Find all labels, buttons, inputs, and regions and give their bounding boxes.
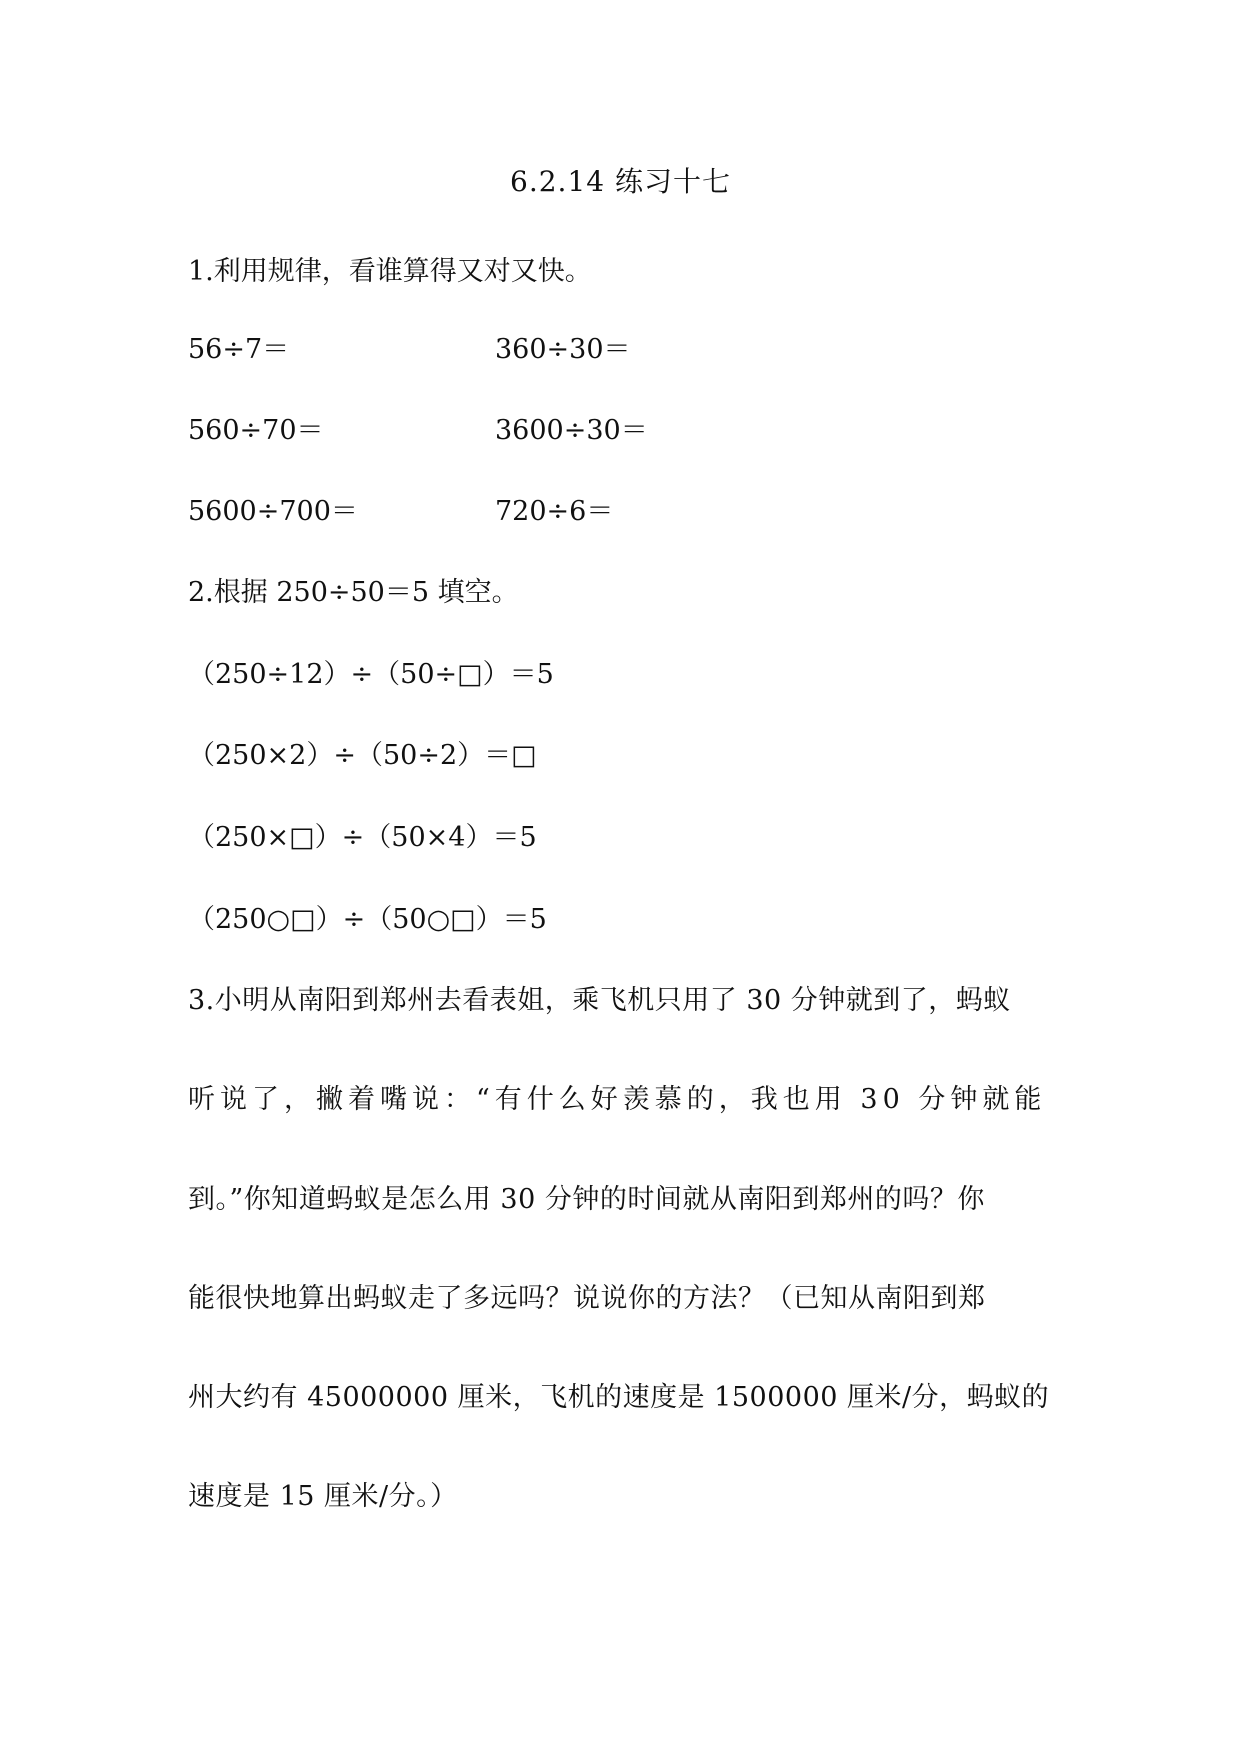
q1-row-2-right: 3600÷30＝ (495, 415, 648, 446)
q2-prompt: 2.根据 250÷50＝5 填空。 (188, 577, 519, 608)
q3-line-3: 到。”你知道蚂蚁是怎么用 30 分钟的时间就从南阳到郑州的吗？你 (188, 1184, 985, 1215)
q1-row-2-left: 560÷70＝ (188, 415, 324, 446)
q3-line-4: 能很快地算出蚂蚁走了多远吗？说说你的方法？（已知从南阳到郑 (188, 1283, 986, 1314)
q1-row-1-right: 360÷30＝ (495, 334, 631, 365)
q1-prompt: 1.利用规律，看谁算得又对又快。 (188, 256, 592, 287)
page-title: 6.2.14 练习十七 (510, 165, 731, 198)
q1-row-3-right: 720÷6＝ (495, 496, 614, 527)
q3-line-6: 速度是 15 厘米/分。） (188, 1481, 458, 1512)
q2-item-4: （250○□）÷（50○□）＝5 (188, 904, 547, 935)
q2-item-1: （250÷12）÷（50÷□）＝5 (188, 659, 554, 690)
q3-line-2: 听说了，撇着嘴说：“有什么好羡慕的，我也用 30 分钟就能 (188, 1084, 1047, 1115)
q3-line-1: 3.小明从南阳到郑州去看表姐，乘飞机只用了 30 分钟就到了，蚂蚁 (188, 985, 1011, 1016)
q2-item-3: （250×□）÷（50×4）＝5 (188, 822, 537, 853)
q2-item-2: （250×2）÷（50÷2）＝□ (188, 740, 537, 771)
q3-line-5: 州大约有 45000000 厘米，飞机的速度是 1500000 厘米/分，蚂蚁的 (188, 1382, 1050, 1413)
q1-row-3-left: 5600÷700＝ (188, 496, 358, 527)
q1-row-1-left: 56÷7＝ (188, 334, 290, 365)
